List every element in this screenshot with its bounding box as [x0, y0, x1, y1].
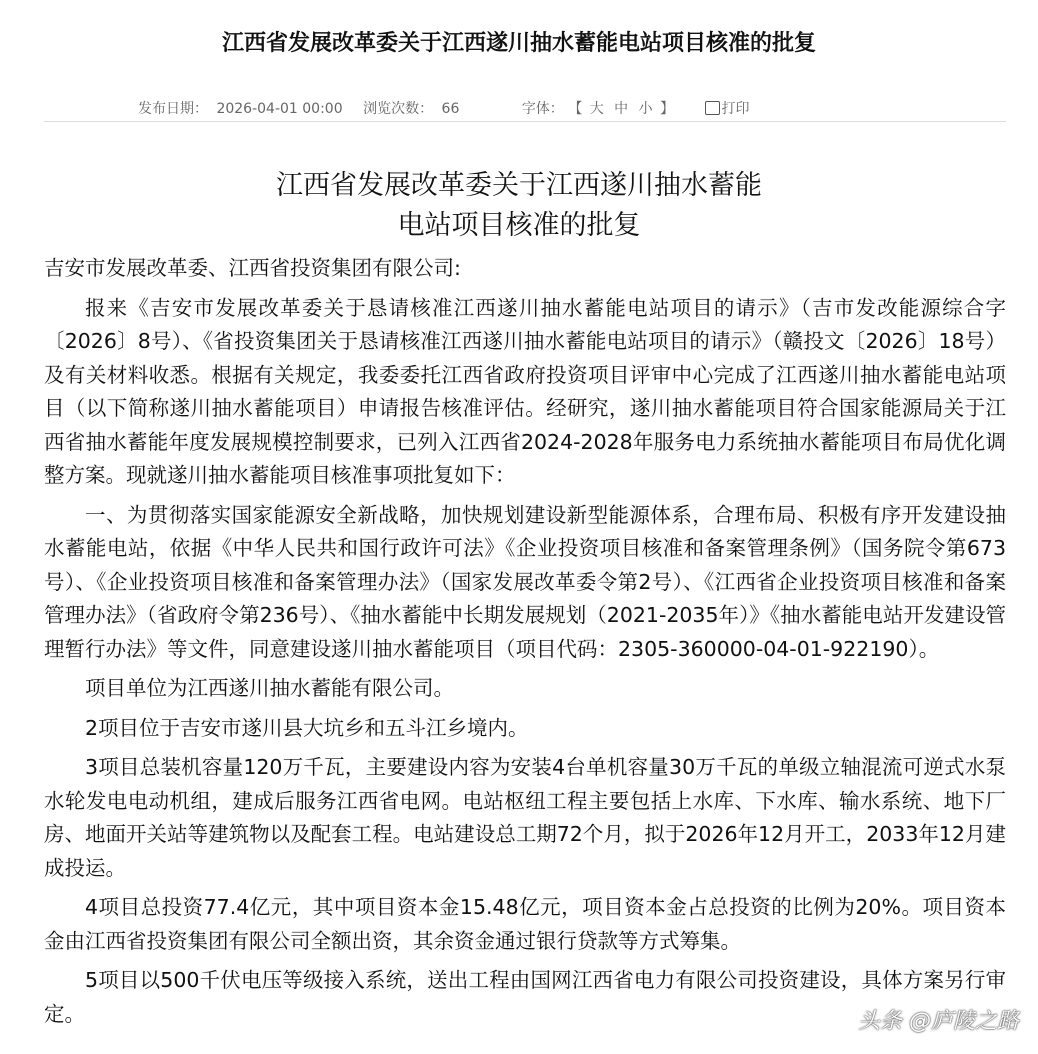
paragraph: 4项目总投资77.4亿元，其中项目资本金15.48亿元，项目资本金占总投资的比例为20%。项目资本金由江西省投资集团有限公司全额出资，其余资金通过银行贷款等方式筹集。: [44, 895, 1006, 953]
font-small-button[interactable]: 小: [638, 101, 653, 117]
bracket: 】: [660, 101, 675, 117]
document-title: [0, 166, 1038, 246]
paragraph: 一、为贯彻落实国家能源安全新战略，加快规划建设新型能源体系，合理布局、积极有序开发建设抽水蓄能电站，依据《中华人民共和国行政许可法》《企业投资项目核准和备案管理条例》（国务院令第673号）、《企业投资项目核准和备案管理办法》（国家发展改革委令第2号）、《江西省企业投资项目核准和备案管理办法》（省政府令第236号）、《抽水蓄能中长期发展规划（2021-2035年）》《抽水蓄能电站开发建设管理暂行办法》等文件，同意建设遂川抽水蓄能项目（项目代码：2305-360000-04-01-922190）。: [44, 502, 1006, 661]
document-body: [44, 252, 1006, 1037]
watermark: 头条 @庐陵之路: [858, 1009, 1019, 1034]
addressee: 吉安市发展改革委、江西省投资集团有限公司:: [44, 256, 461, 280]
printer-icon: [705, 101, 720, 115]
font-large-button[interactable]: 大: [589, 101, 604, 117]
document-title-line: 电站项目核准的批复: [397, 210, 641, 241]
paragraph: 项目单位为江西遂川抽水蓄能有限公司。: [85, 676, 454, 700]
publish-date: 2026-04-01 00:00: [216, 101, 343, 117]
bracket: 【: [568, 101, 583, 117]
publish-date-label: 发布日期：: [138, 101, 208, 117]
views-label: 浏览次数：: [363, 101, 434, 117]
paragraph: 2项目位于吉安市遂川县大坑乡和五斗江乡境内。: [85, 715, 529, 740]
print-button[interactable]: [705, 98, 750, 118]
paragraph: 3项目总装机容量120万千瓦，主要建设内容为安装4台单机容量30万千瓦的单级立轴混流可逆式水泵水轮发电电动机组，建成后服务江西省电网。电站枢纽工程主要包括上水库、下水库、输水系统、地下厂房、地面开关站等建筑物以及配套工程。电站建设总工期72个月，拟于2026年12月开工，2033年12月建成投运。: [44, 755, 1006, 880]
page-title: 江西省发展改革委关于江西遂川抽水蓄能电站项目核准的批复: [221, 31, 816, 56]
views-count: 66: [441, 101, 460, 117]
print-label: 打印: [721, 101, 750, 117]
document-title-line: 江西省发展改革委关于江西遂川抽水蓄能: [276, 170, 762, 201]
paragraph: 5项目以500千伏电压等级接入系统，送出工程由国网江西省电力有限公司投资建设，具体方案另行审定。: [44, 968, 1006, 1026]
font-medium-button[interactable]: 中: [614, 101, 629, 117]
divider: [44, 121, 1006, 122]
article-meta: [138, 98, 750, 118]
paragraph: 报来《吉安市发展改革委关于恳请核准江西遂川抽水蓄能电站项目的请示》（吉市发改能源综合字〔2026〕8号）、《省投资集团关于恳请核准江西遂川抽水蓄能电站项目的请示》（赣投文〔2026〕18号）及有关材料收悉。根据有关规定，我委委托江西省政府投资项目评审中心完成了江西遂川抽水蓄能电站项目（以下简称遂川抽水蓄能项目）申请报告核准评估。经研究，遂川抽水蓄能项目符合国家能源局关于江西省抽水蓄能年度发展规模控制要求，已列入江西省2024-2028年服务电力系统抽水蓄能项目布局优化调整方案。现就遂川抽水蓄能项目核准事项批复如下：: [44, 295, 1006, 487]
font-size-label: 字体：: [521, 101, 564, 117]
